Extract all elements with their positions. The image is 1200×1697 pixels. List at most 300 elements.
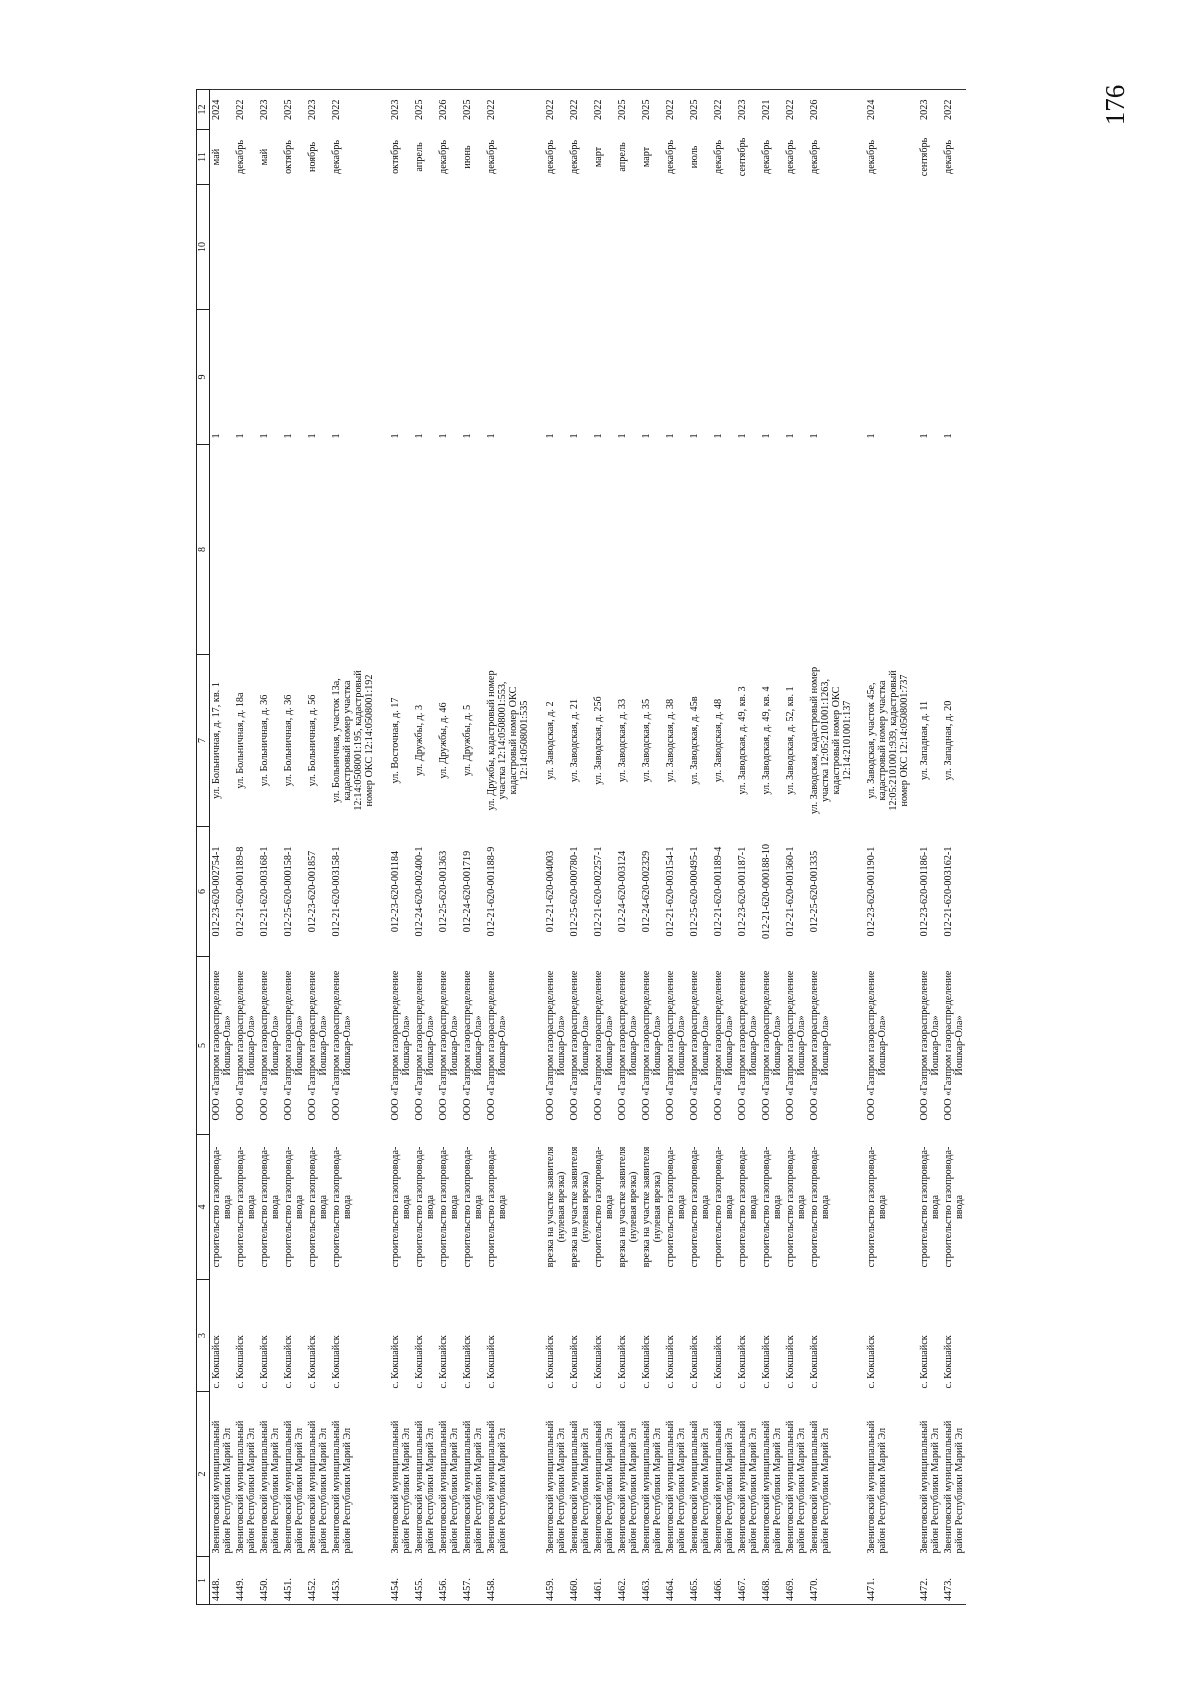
cell-col-7: ул. Дружбы, кадастровый номер участка 12:14:0508001:553, кадастровый номер ОКС 12:14:0508001:535 <box>486 670 530 811</box>
cell-col-10 <box>736 185 760 310</box>
cell-col-1: 4473. <box>942 1557 966 1605</box>
cell-col-11: декабрь <box>665 140 676 174</box>
cell-col-6: 012-23-620-001857 <box>307 850 318 933</box>
cell-col-9: 1 <box>414 433 425 439</box>
cell-col-4: строительство газопровода-ввода <box>414 1146 436 1268</box>
cell-col-8 <box>808 445 865 655</box>
cell-col-1: 4451. <box>282 1557 306 1605</box>
cell-col-2: Звениговский муниципальный район Республики Марий Эл <box>390 1420 412 1554</box>
cell-col-1: 4454. <box>389 1557 413 1605</box>
cell-col-3: с. Кокшайск <box>545 1335 556 1389</box>
cell-col-11: декабрь <box>545 140 556 174</box>
column-header-2: 2 <box>197 1392 210 1557</box>
cell-col-3: с. Кокшайск <box>307 1335 318 1389</box>
cell-col-10 <box>808 185 865 310</box>
cell-col-4: строительство газопровода-ввода <box>713 1146 735 1268</box>
cell-col-11: апрель <box>414 142 425 172</box>
cell-col-5: ООО «Газпром газораспределение Йошкар-Ола» <box>761 970 783 1121</box>
cell-col-11: декабрь <box>569 140 580 174</box>
table-row <box>258 90 282 1605</box>
cell-col-4: строительство газопровода-ввода <box>943 1146 965 1268</box>
column-header-10: 10 <box>197 185 210 310</box>
cell-col-1: 4463. <box>640 1557 664 1605</box>
column-header-4: 4 <box>197 1135 210 1280</box>
cell-col-8 <box>306 445 330 655</box>
cell-col-4: строительство газопровода-ввода <box>307 1146 329 1268</box>
cell-col-1: 4448. <box>210 1557 235 1605</box>
table-body <box>210 90 967 1605</box>
cell-col-7: ул. Заводская, д. 48 <box>713 698 724 783</box>
table-row <box>413 90 437 1605</box>
cell-col-2: Звениговский муниципальный район Республики Марий Эл <box>486 1420 508 1554</box>
cell-col-2: Звениговский муниципальный район Республики Марий Эл <box>809 1420 831 1554</box>
cell-col-3: с. Кокшайск <box>569 1335 580 1389</box>
cell-col-7: ул. Западная, д. 11 <box>919 700 930 781</box>
cell-col-3: с. Кокшайск <box>689 1335 700 1389</box>
table-row <box>330 90 389 1605</box>
cell-col-1: 4457. <box>461 1557 485 1605</box>
cell-col-1: 4458. <box>485 1557 544 1605</box>
cell-col-9: 1 <box>569 433 580 439</box>
cell-col-2: Звениговский муниципальный район Республики Марий Эл <box>545 1420 567 1554</box>
column-header-12: 12 <box>197 90 210 130</box>
cell-col-9: 1 <box>943 433 954 439</box>
table-row <box>664 90 688 1605</box>
cell-col-8 <box>461 445 485 655</box>
cell-col-5: ООО «Газпром газораспределение Йошкар-Ола» <box>462 970 484 1121</box>
cell-col-8 <box>568 445 592 655</box>
cell-col-1: 4456. <box>437 1557 461 1605</box>
cell-col-2: Звениговский муниципальный район Республики Марий Эл <box>259 1420 281 1554</box>
cell-col-5: ООО «Газпром газораспределение Йошкар-Ола» <box>665 970 687 1121</box>
cell-col-9: 1 <box>785 433 796 439</box>
cell-col-4: строительство газопровода-ввода <box>785 1146 807 1268</box>
cell-col-7: ул. Больничная, участок 13а, кадастровый номер участка 12:14:0508001:195, кадастровый номер ОКС 12:14:0508001:192 <box>331 670 375 811</box>
table-row <box>760 90 784 1605</box>
cell-col-11: май <box>259 148 270 166</box>
cell-col-9: 1 <box>545 433 556 439</box>
cell-col-8 <box>616 445 640 655</box>
cell-col-7: ул. Больничная, д. 36 <box>259 694 270 787</box>
cell-col-8 <box>234 445 258 655</box>
cell-col-10 <box>568 185 592 310</box>
cell-col-7: ул. Дружбы, д. 5 <box>462 704 473 777</box>
cell-col-11: июнь <box>462 145 473 169</box>
cell-col-5: ООО «Газпром газораспределение Йошкар-Ола» <box>617 970 639 1121</box>
cell-col-10 <box>485 185 544 310</box>
cell-col-6: 012-21-620-001189-4 <box>713 846 724 937</box>
cell-col-2: Звениговский муниципальный район Республики Марий Эл <box>593 1420 615 1554</box>
cell-col-12: 2022 <box>712 90 736 130</box>
cell-col-12: 2023 <box>736 90 760 130</box>
cell-col-5: ООО «Газпром газораспределение Йошкар-Ола» <box>283 970 305 1121</box>
cell-col-3: с. Кокшайск <box>737 1335 748 1389</box>
table-row <box>616 90 640 1605</box>
cell-col-6: 012-23-620-001184 <box>390 850 401 933</box>
cell-col-9: 1 <box>438 433 449 439</box>
cell-col-12: 2022 <box>664 90 688 130</box>
cell-col-12: 2022 <box>544 90 568 130</box>
cell-col-1: 4464. <box>664 1557 688 1605</box>
cell-col-12: 2023 <box>258 90 282 130</box>
cell-col-6: 012-21-620-003162-1 <box>943 846 954 937</box>
cell-col-5: ООО «Газпром газораспределение Йошкар-Ола» <box>569 970 591 1121</box>
cell-col-5: ООО «Газпром газораспределение Йошкар-Ола» <box>593 970 615 1121</box>
cell-col-8 <box>437 445 461 655</box>
cell-col-1: 4449. <box>234 1557 258 1605</box>
cell-col-6: 012-21-620-002257-1 <box>593 846 604 937</box>
table-row <box>389 90 413 1605</box>
cell-col-12: 2025 <box>616 90 640 130</box>
cell-col-1: 4472. <box>918 1557 942 1605</box>
cell-col-1: 4471. <box>865 1557 918 1605</box>
cell-col-3: с. Кокшайск <box>462 1335 473 1389</box>
table-row <box>808 90 865 1605</box>
table-row <box>210 90 235 1605</box>
cell-col-9: 1 <box>866 433 877 439</box>
cell-col-4: строительство газопровода-ввода <box>866 1146 888 1268</box>
cell-col-10 <box>210 185 235 310</box>
table-row <box>592 90 616 1605</box>
column-header-6: 6 <box>197 827 210 957</box>
cell-col-6: 012-23-620-001190-1 <box>866 846 877 937</box>
cell-col-7: ул. Заводская, д. 45в <box>689 696 700 785</box>
cell-col-8 <box>544 445 568 655</box>
cell-col-4: строительство газопровода-ввода <box>283 1146 305 1268</box>
cell-col-6: 012-23-620-001186-1 <box>919 846 930 937</box>
column-header-5: 5 <box>197 957 210 1135</box>
cell-col-3: с. Кокшайск <box>866 1335 877 1389</box>
cell-col-1: 4455. <box>413 1557 437 1605</box>
cell-col-10 <box>306 185 330 310</box>
cell-col-7: ул. Заводская, кадастровый номер участка 12:05:2101001:1263, кадастровый номер ОКС 12:14:2101001:137 <box>809 666 853 815</box>
cell-col-6: 012-25-620-001335 <box>809 850 820 933</box>
cell-col-2: Звениговский муниципальный район Республики Марий Эл <box>569 1420 591 1554</box>
cell-col-10 <box>258 185 282 310</box>
cell-col-3: с. Кокшайск <box>617 1335 628 1389</box>
cell-col-7: ул. Заводская, д. 25б <box>593 696 604 785</box>
cell-col-2: Звениговский муниципальный район Республики Марий Эл <box>235 1420 257 1554</box>
cell-col-3: с. Кокшайск <box>919 1335 930 1389</box>
cell-col-12: 2026 <box>437 90 461 130</box>
cell-col-12: 2025 <box>413 90 437 130</box>
cell-col-9: 1 <box>331 433 342 439</box>
cell-col-12: 2022 <box>592 90 616 130</box>
cell-col-9: 1 <box>283 433 294 439</box>
cell-col-7: ул. Заводская, д. 52, кв. 1 <box>785 686 796 795</box>
cell-col-8 <box>413 445 437 655</box>
table-row <box>712 90 736 1605</box>
cell-col-2: Звениговский муниципальный район Республики Марий Эл <box>689 1420 711 1554</box>
cell-col-12: 2022 <box>485 90 544 130</box>
cell-col-7: ул. Заводская, д. 33 <box>617 698 628 783</box>
cell-col-4: строительство газопровода-ввода <box>486 1146 508 1268</box>
cell-col-6: 012-23-620-002754-1 <box>211 846 222 937</box>
cell-col-11: сентябрь <box>737 137 748 177</box>
cell-col-3: с. Кокшайск <box>943 1335 954 1389</box>
cell-col-9: 1 <box>462 433 473 439</box>
cell-col-5: ООО «Газпром газораспределение Йошкар-Ола» <box>919 970 941 1121</box>
cell-col-9: 1 <box>809 433 820 439</box>
cell-col-6: 012-25-620-001363 <box>438 850 449 933</box>
cell-col-7: ул. Больничная, д. 18а <box>235 692 246 789</box>
cell-col-2: Звениговский муниципальный район Республики Марий Эл <box>283 1420 305 1554</box>
cell-col-10 <box>760 185 784 310</box>
cell-col-6: 012-24-620-003124 <box>617 850 628 933</box>
cell-col-4: строительство газопровода-ввода <box>919 1146 941 1268</box>
cell-col-6: 012-21-620-001360-1 <box>785 846 796 937</box>
cell-col-11: декабрь <box>486 140 497 174</box>
cell-col-7: ул. Заводская, д. 2 <box>545 701 556 780</box>
cell-col-10 <box>664 185 688 310</box>
cell-col-4: строительство газопровода-ввода <box>761 1146 783 1268</box>
cell-col-11: апрель <box>617 142 628 172</box>
cell-col-3: с. Кокшайск <box>486 1335 497 1389</box>
cell-col-6: 012-23-620-001187-1 <box>737 846 748 937</box>
cell-col-9: 1 <box>617 433 628 439</box>
cell-col-6: 012-21-620-000188-10 <box>761 843 772 940</box>
cell-col-5: ООО «Газпром газораспределение Йошкар-Ола» <box>414 970 436 1121</box>
cell-col-10 <box>942 185 966 310</box>
cell-col-11: декабрь <box>943 140 954 174</box>
cell-col-11: май <box>211 148 222 166</box>
cell-col-11: декабрь <box>331 140 342 174</box>
column-number-row <box>197 90 210 1605</box>
cell-col-8 <box>258 445 282 655</box>
cell-col-5: ООО «Газпром газораспределение Йошкар-Ола» <box>545 970 567 1121</box>
cell-col-2: Звениговский муниципальный район Республики Марий Эл <box>462 1420 484 1554</box>
cell-col-2: Звениговский муниципальный район Республики Марий Эл <box>713 1420 735 1554</box>
cell-col-12: 2022 <box>234 90 258 130</box>
cell-col-4: строительство газопровода-ввода <box>259 1146 281 1268</box>
cell-col-9: 1 <box>307 433 318 439</box>
cell-col-8 <box>282 445 306 655</box>
cell-col-4: строительство газопровода-ввода <box>665 1146 687 1268</box>
cell-col-9: 1 <box>211 433 222 439</box>
cell-col-11: сентябрь <box>919 137 930 177</box>
cell-col-11: декабрь <box>866 140 877 174</box>
cell-col-2: Звениговский муниципальный район Республики Марий Эл <box>665 1420 687 1554</box>
cell-col-9: 1 <box>641 433 652 439</box>
cell-col-8 <box>664 445 688 655</box>
cell-col-8 <box>942 445 966 655</box>
cell-col-7: ул. Заводская, д. 21 <box>569 698 580 783</box>
table-row <box>942 90 966 1605</box>
cell-col-6: 012-21-620-001188-9 <box>486 846 497 937</box>
cell-col-1: 4460. <box>568 1557 592 1605</box>
table-row <box>736 90 760 1605</box>
cell-col-9: 1 <box>390 433 401 439</box>
cell-col-9: 1 <box>761 433 772 439</box>
cell-col-2: Звениговский муниципальный район Республики Марий Эл <box>737 1420 759 1554</box>
cell-col-2: Звениговский муниципальный район Республики Марий Эл <box>785 1420 807 1554</box>
cell-col-11: март <box>641 146 652 168</box>
cell-col-10 <box>592 185 616 310</box>
cell-col-3: с. Кокшайск <box>713 1335 724 1389</box>
cell-col-11: декабрь <box>761 140 772 174</box>
cell-col-7: ул. Заводская, участок 45е, кадастровый номер участка 12:05:2101001:939, кадастровый номер ОКС 12:14:0508001:737 <box>866 670 910 811</box>
cell-col-11: март <box>593 146 604 168</box>
cell-col-5: ООО «Газпром газораспределение Йошкар-Ола» <box>689 970 711 1121</box>
cell-col-9: 1 <box>235 433 246 439</box>
cell-col-7: ул. Заводская, д. 38 <box>665 698 676 783</box>
cell-col-2: Звениговский муниципальный район Республики Марий Эл <box>866 1420 888 1554</box>
cell-col-2: Звениговский муниципальный район Республики Марий Эл <box>414 1420 436 1554</box>
cell-col-4: строительство газопровода-ввода <box>211 1146 233 1268</box>
cell-col-1: 4453. <box>330 1557 389 1605</box>
cell-col-5: ООО «Газпром газораспределение Йошкар-Ола» <box>737 970 759 1121</box>
cell-col-3: с. Кокшайск <box>390 1335 401 1389</box>
cell-col-4: врезка на участке заявителя (нулевая врезка) <box>641 1146 663 1268</box>
cell-col-8 <box>592 445 616 655</box>
cell-col-3: с. Кокшайск <box>331 1335 342 1389</box>
cell-col-12: 2022 <box>784 90 808 130</box>
cell-col-5: ООО «Газпром газораспределение Йошкар-Ола» <box>438 970 460 1121</box>
cell-col-3: с. Кокшайск <box>809 1335 820 1389</box>
cell-col-11: декабрь <box>713 140 724 174</box>
cell-col-10 <box>282 185 306 310</box>
cell-col-11: октябрь <box>390 140 401 174</box>
cell-col-12: 2024 <box>865 90 918 130</box>
cell-col-8 <box>736 445 760 655</box>
cell-col-1: 4459. <box>544 1557 568 1605</box>
cell-col-10 <box>330 185 389 310</box>
cell-col-12: 2022 <box>330 90 389 130</box>
cell-col-10 <box>413 185 437 310</box>
cell-col-6: 012-21-620-004003 <box>545 850 556 933</box>
cell-col-12: 2024 <box>210 90 235 130</box>
cell-col-2: Звениговский муниципальный район Республики Марий Эл <box>943 1420 965 1554</box>
cell-col-8 <box>640 445 664 655</box>
cell-col-5: ООО «Газпром газораспределение Йошкар-Ола» <box>211 970 233 1121</box>
cell-col-8 <box>712 445 736 655</box>
table-row <box>485 90 544 1605</box>
page-number: 176 <box>1100 84 1130 126</box>
column-header-8: 8 <box>197 445 210 655</box>
cell-col-6: 012-25-620-000158-1 <box>283 846 294 937</box>
cell-col-5: ООО «Газпром газораспределение Йошкар-Ола» <box>866 970 888 1121</box>
cell-col-2: Звениговский муниципальный район Республики Марий Эл <box>919 1420 941 1554</box>
cell-col-1: 4452. <box>306 1557 330 1605</box>
cell-col-7: ул. Больничная, д. 36 <box>283 694 294 787</box>
cell-col-7: ул. Восточная, д. 17 <box>390 697 401 784</box>
cell-col-8 <box>918 445 942 655</box>
cell-col-12: 2023 <box>389 90 413 130</box>
cell-col-3: с. Кокшайск <box>438 1335 449 1389</box>
column-header-9: 9 <box>197 310 210 445</box>
cell-col-4: строительство газопровода-ввода <box>331 1146 353 1268</box>
cell-col-4: врезка на участке заявителя (нулевая врезка) <box>569 1146 591 1268</box>
cell-col-11: декабрь <box>785 140 796 174</box>
cell-col-9: 1 <box>593 433 604 439</box>
cell-col-1: 4469. <box>784 1557 808 1605</box>
cell-col-5: ООО «Газпром газораспределение Йошкар-Ола» <box>809 970 831 1121</box>
table-row <box>306 90 330 1605</box>
rotated-page-content <box>0 27 1200 1697</box>
table-row <box>918 90 942 1605</box>
cell-col-1: 4467. <box>736 1557 760 1605</box>
cell-col-6: 012-21-620-003158-1 <box>331 846 342 937</box>
cell-col-5: ООО «Газпром газораспределение Йошкар-Ола» <box>713 970 735 1121</box>
cell-col-7: ул. Заводская, д. 49, кв. 3 <box>737 686 748 795</box>
cell-col-1: 4462. <box>616 1557 640 1605</box>
cell-col-4: строительство газопровода-ввода <box>462 1146 484 1268</box>
cell-col-10 <box>784 185 808 310</box>
cell-col-4: строительство газопровода-ввода <box>235 1146 257 1268</box>
column-header-1: 1 <box>197 1557 210 1605</box>
cell-col-5: ООО «Газпром газораспределение Йошкар-Ола» <box>486 970 508 1121</box>
cell-col-6: 012-24-620-002329 <box>641 850 652 933</box>
cell-col-1: 4468. <box>760 1557 784 1605</box>
cell-col-7: ул. Заводская, д. 49, кв. 4 <box>761 686 772 795</box>
cell-col-11: ноябрь <box>307 142 318 172</box>
cell-col-7: ул. Дружбы, д. 46 <box>438 702 449 779</box>
table-row <box>234 90 258 1605</box>
cell-col-3: с. Кокшайск <box>259 1335 270 1389</box>
cell-col-12: 2021 <box>760 90 784 130</box>
cell-col-2: Звениговский муниципальный район Республики Марий Эл <box>438 1420 460 1554</box>
cell-col-5: ООО «Газпром газораспределение Йошкар-Ола» <box>331 970 353 1121</box>
cell-col-3: с. Кокшайск <box>235 1335 246 1389</box>
table-row <box>865 90 918 1605</box>
cell-col-8 <box>485 445 544 655</box>
cell-col-12: 2025 <box>461 90 485 130</box>
cell-col-1: 4466. <box>712 1557 736 1605</box>
column-header-7: 7 <box>197 655 210 827</box>
cell-col-10 <box>688 185 712 310</box>
cell-col-10 <box>640 185 664 310</box>
cell-col-2: Звениговский муниципальный район Республики Марий Эл <box>307 1420 329 1554</box>
cell-col-7: ул. Больничная, д. 17, кв. 1 <box>211 682 222 799</box>
cell-col-8 <box>784 445 808 655</box>
cell-col-10 <box>234 185 258 310</box>
cell-col-10 <box>389 185 413 310</box>
cell-col-4: строительство газопровода-ввода <box>593 1146 615 1268</box>
cell-col-5: ООО «Газпром газораспределение Йошкар-Ола» <box>235 970 257 1121</box>
cell-col-4: строительство газопровода-ввода <box>809 1146 831 1268</box>
cell-col-1: 4461. <box>592 1557 616 1605</box>
cell-col-9: 1 <box>713 433 724 439</box>
cell-col-6: 012-24-620-001719 <box>462 850 473 933</box>
cell-col-2: Звениговский муниципальный район Республики Марий Эл <box>617 1420 639 1554</box>
cell-col-6: 012-25-620-000780-1 <box>569 846 580 937</box>
cell-col-12: 2022 <box>942 90 966 130</box>
cell-col-6: 012-21-620-003168-1 <box>259 846 270 937</box>
cell-col-4: врезка на участке заявителя (нулевая врезка) <box>617 1146 639 1268</box>
cell-col-9: 1 <box>689 433 700 439</box>
column-header-3: 3 <box>197 1280 210 1392</box>
cell-col-4: врезка на участке заявителя (нулевая врезка) <box>545 1146 567 1268</box>
cell-col-3: с. Кокшайск <box>665 1335 676 1389</box>
cell-col-7: ул. Заводская, д. 35 <box>641 698 652 783</box>
cell-col-12: 2023 <box>306 90 330 130</box>
cell-col-12: 2025 <box>282 90 306 130</box>
table-row <box>568 90 592 1605</box>
cell-col-10 <box>712 185 736 310</box>
cell-col-3: с. Кокшайск <box>414 1335 425 1389</box>
cell-col-11: октябрь <box>283 140 294 174</box>
cell-col-8 <box>389 445 413 655</box>
cell-col-4: строительство газопровода-ввода <box>438 1146 460 1268</box>
table-row <box>688 90 712 1605</box>
cell-col-10 <box>461 185 485 310</box>
cell-col-8 <box>330 445 389 655</box>
table-row <box>437 90 461 1605</box>
table-row <box>544 90 568 1605</box>
cell-col-5: ООО «Газпром газораспределение Йошкар-Ола» <box>259 970 281 1121</box>
cell-col-3: с. Кокшайск <box>761 1335 772 1389</box>
cell-col-4: строительство газопровода-ввода <box>390 1146 412 1268</box>
